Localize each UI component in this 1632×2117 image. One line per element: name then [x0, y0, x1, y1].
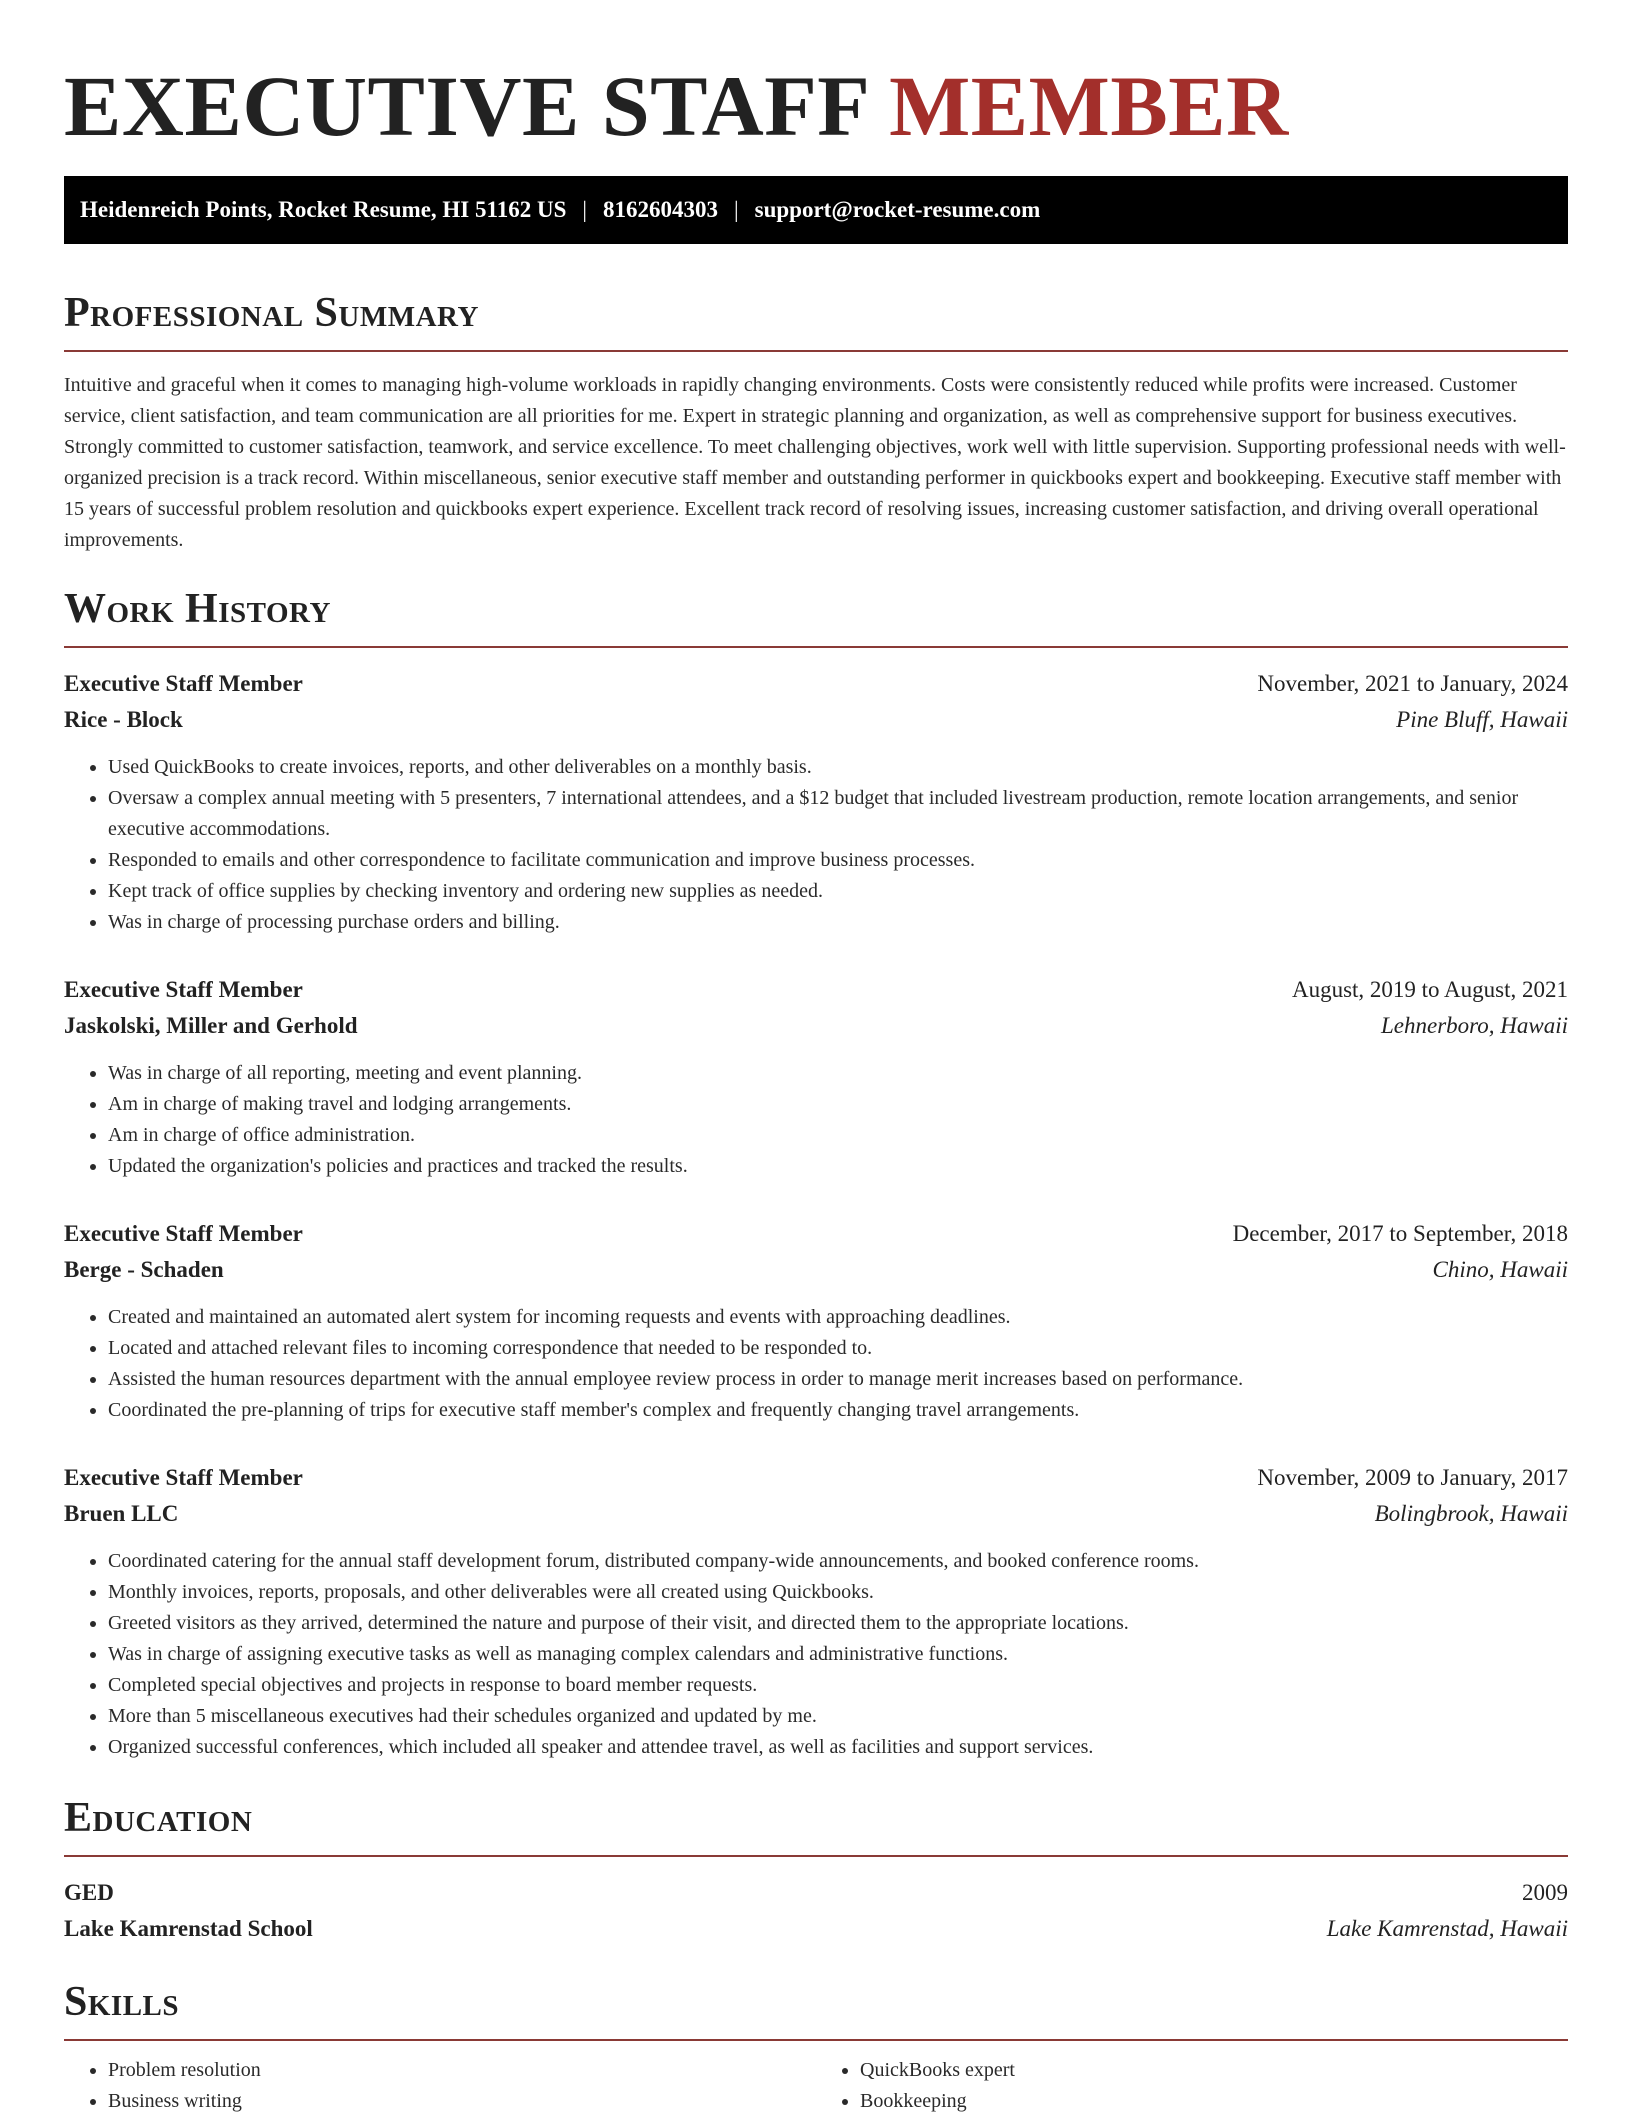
contact-email: support@rocket-resume.com: [754, 197, 1041, 222]
job-duty: • Was in charge of assigning executive tasks as well as managing complex calendars and administrative functions.: [108, 1639, 1568, 1670]
contact-bar: [64, 176, 1568, 244]
education-school: Lake Kamrenstad School: [64, 1916, 313, 1941]
job-entry: [64, 666, 1568, 938]
job-duty: • Coordinated catering for the annual staff development forum, distributed company-wide announcements, and booked conference rooms.: [108, 1546, 1568, 1577]
job-location: Chino, Hawaii: [1432, 1257, 1568, 1282]
job-duties: [64, 1546, 1568, 1763]
summary-section: [64, 288, 1568, 556]
job-title: Executive Staff Member: [64, 1221, 303, 1246]
section-divider: [64, 1855, 1568, 1857]
job-location: Bolingbrook, Hawaii: [1374, 1501, 1568, 1526]
job-title: Executive Staff Member: [64, 1465, 303, 1490]
job-dates: December, 2017 to September, 2018: [1232, 1221, 1568, 1246]
education-location: Lake Kamrenstad, Hawaii: [1326, 1916, 1568, 1941]
job-dates: November, 2021 to January, 2024: [1257, 671, 1568, 696]
skill-item: • QuickBooks expert: [860, 2055, 1568, 2086]
job-duty: • Coordinated the pre-planning of trips for executive staff member's complex and frequently changing travel arrangements.: [108, 1395, 1568, 1426]
skill-item: • Bookkeeping: [860, 2086, 1568, 2117]
job-duty: • Responded to emails and other correspondence to facilitate communication and improve business processes.: [108, 845, 1568, 876]
job-duty: • Organized successful conferences, which included all speaker and attendee travel, as well as facilities and support services.: [108, 1732, 1568, 1763]
job-company: Jaskolski, Miller and Gerhold: [64, 1013, 358, 1038]
skills-section: [64, 1977, 1568, 2117]
resume-name: [64, 0, 1568, 156]
skills-column-right: [816, 2055, 1568, 2117]
job-company: Bruen LLC: [64, 1501, 179, 1526]
job-location: Pine Bluff, Hawaii: [1396, 707, 1568, 732]
job-dates: August, 2019 to August, 2021: [1291, 977, 1568, 1002]
job-duty: • Was in charge of processing purchase orders and billing.: [108, 907, 1568, 938]
job-duty: • Used QuickBooks to create invoices, reports, and other deliverables on a monthly basis.: [108, 752, 1568, 783]
job-entry: [64, 1460, 1568, 1763]
job-duty: • Kept track of office supplies by checking inventory and ordering new supplies as needed.: [108, 876, 1568, 907]
job-duty: • Located and attached relevant files to incoming correspondence that needed to be responded to.: [108, 1333, 1568, 1364]
education-degree: GED: [64, 1880, 114, 1905]
education-entry: [64, 1875, 1568, 1947]
section-divider: [64, 2039, 1568, 2041]
skills-heading: Skills: [64, 1979, 180, 2025]
name-last: MEMBER: [889, 58, 1289, 154]
job-duty: • More than 5 miscellaneous executives had their schedules organized and updated by me.: [108, 1701, 1568, 1732]
contact-phone: 8162604303: [603, 197, 719, 222]
job-duty: • Assisted the human resources department with the annual employee review process in order to manage merit increases based on performance.: [108, 1364, 1568, 1395]
job-duty: • Monthly invoices, reports, proposals, and other deliverables were all created using Quickbooks.: [108, 1577, 1568, 1608]
job-duties: [64, 1058, 1568, 1182]
job-duties: [64, 752, 1568, 938]
education-section: [64, 1793, 1568, 1947]
contact-separator: |: [582, 197, 588, 222]
job-duty: • Completed special objectives and projects in response to board member requests.: [108, 1670, 1568, 1701]
skills-list: [64, 2055, 1568, 2117]
job-duty: • Oversaw a complex annual meeting with 5 presenters, 7 international attendees, and a $12 budget that included livestream production, remote location arrangements, and senior executive accommodations.: [108, 783, 1568, 845]
job-duty: • Was in charge of all reporting, meeting and event planning.: [108, 1058, 1568, 1089]
job-location: Lehnerboro, Hawaii: [1381, 1013, 1568, 1038]
job-duty: • Created and maintained an automated alert system for incoming requests and events with approaching deadlines.: [108, 1302, 1568, 1333]
section-divider: [64, 646, 1568, 648]
skill-item: • Business writing: [108, 2086, 816, 2117]
skill-item: • Problem resolution: [108, 2055, 816, 2086]
education-year: 2009: [1522, 1880, 1568, 1905]
job-duties: [64, 1302, 1568, 1426]
section-divider: [64, 350, 1568, 352]
summary-text: Intuitive and graceful when it comes to managing high-volume workloads in rapidly changing environments. Costs were consistently reduced while profits were increased. Customer service, client satisfaction, and team communication are all priorities for me. Expert in strategic planning and organization, as well as comprehensive support for business executives. Strongly committed to customer satisfaction, teamwork, and service excellence. To meet challenging objectives, work well with little supervision. Supporting professional needs with well-organized precision is a track record. Within miscellaneous, senior executive staff member and outstanding performer in quickbooks expert and bookkeeping. Executive staff member with 15 years of successful problem resolution and quickbooks expert experience. Excellent track record of resolving issues, increasing customer satisfaction, and driving overall operational improvements.: [64, 374, 1566, 551]
contact-separator: |: [734, 197, 739, 222]
job-title: Executive Staff Member: [64, 977, 303, 1002]
contact-address: Heidenreich Points, Rocket Resume, HI 51162 US: [80, 197, 567, 222]
job-entry: [64, 1216, 1568, 1426]
job-duty: • Am in charge of making travel and lodging arrangements.: [108, 1089, 1568, 1120]
name-first: EXECUTIVE STAFF: [64, 58, 868, 154]
work-section: [64, 584, 1568, 1763]
job-duty: • Am in charge of office administration.: [108, 1120, 1568, 1151]
job-entry: [64, 972, 1568, 1182]
job-company: Berge - Schaden: [64, 1257, 224, 1282]
job-duty: • Greeted visitors as they arrived, determined the nature and purpose of their visit, and directed them to the appropriate locations.: [108, 1608, 1568, 1639]
job-company: Rice - Block: [64, 707, 183, 732]
job-dates: November, 2009 to January, 2017: [1257, 1465, 1568, 1490]
skills-column-left: [64, 2055, 816, 2117]
education-heading: Education: [64, 1795, 253, 1841]
job-title: Executive Staff Member: [64, 671, 303, 696]
job-duty: • Updated the organization's policies and practices and tracked the results.: [108, 1151, 1568, 1182]
work-heading: Work History: [64, 586, 331, 632]
summary-heading: Professional Summary: [64, 290, 479, 336]
